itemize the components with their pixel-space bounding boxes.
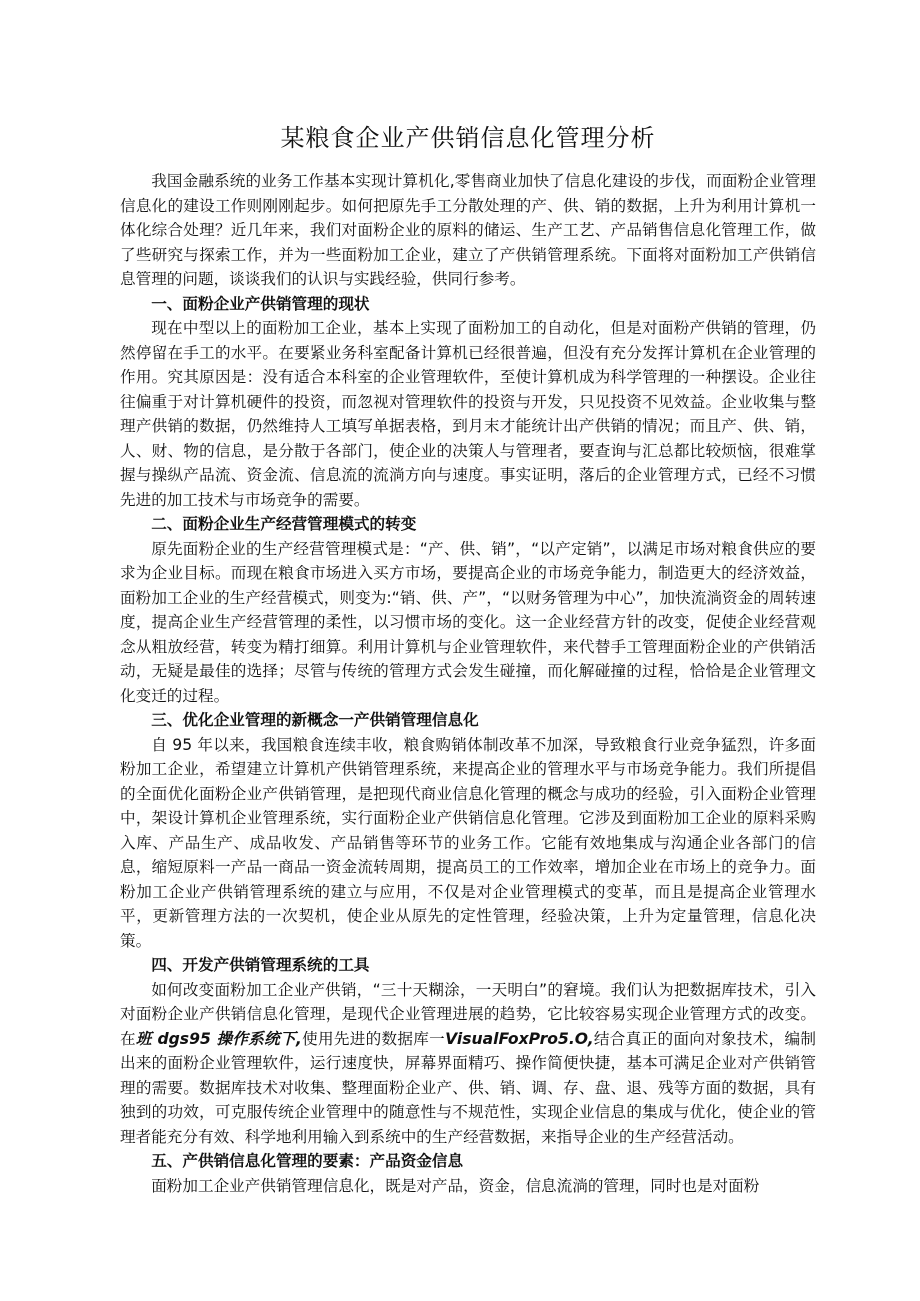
section-2-heading: 二、面粉企业生产经营管理模式的转变 (151, 515, 417, 533)
section-1-paragraph: 现在中型以上的面粉加工企业，基本上实现了面粉加工的自动化，但是对面粉产供销的管理，仍然停留在手工的水平。在要紧业务科室配备计算机已经很普遍，但没有充分发挥计算机在企业管理的作用。究其原因是：没有适合本科室的企业管理软件，至使计算机成为科学管理的一种摆设。企业往往偏重于对计算机硬件的投资，而忽视对管理软件的投资与开发，只见投资不见效益。企业收集与整理产供销的数据，仍然维持人工填写单据表格，到月末才能统计出产供销的情况；而且产、供、销，人、财、物的信息，是分散于各部门，使企业的决策人与管理者，要查询与汇总都比较烦恼，很难掌握与操纵产品流、资金流、信息流的流淌方向与速度。事实证明，落后的企业管理方式，已经不习惯先进的加工技术与市场竞争的需要。 (120, 319, 816, 509)
document-title: 某粮食企业产供销信息化管理分析 (280, 124, 656, 152)
section-4-paragraph (120, 978, 816, 1150)
section-3-paragraph: 自 95 年以来，我国粮食连续丰收，粮食购销体制改革不加深，导致粮食行业竞争猛烈，许多面粉加工企业，希望建立计算机产供销管理系统，来提高企业的管理水平与市场竞争能力。我们所提倡的全面优化面粉企业产供销管理，是把现代商业信息化管理的概念与成功的经验，引入面粉企业管理中，架设计算机企业管理系统，实行面粉企业产供销信息化管理。它涉及到面粉加工企业的原料采购入库、产品生产、成品收发、产品销售等环节的业务工作。它能有效地集成与沟通企业各部门的信息，缩短原料一产品一商品一资金流转周期，提高员工的工作效率，增加企业在市场上的竞争力。面粉加工企业产供销管理系统的建立与应用，不仅是对企业管理模式的变革，而且是提高企业管理水平，更新管理方法的一次契机，使企业从原先的定性管理，经验决策，上升为定量管理，信息化决策。 (120, 735, 816, 950)
section-1-heading: 一、面粉企业产供销管理的现状 (151, 294, 370, 313)
section-4-text-c: 结合真正的面向对象技术，编制出来的面粉企业管理软件，运行速度快，屏幕界面精巧、操作简便快捷，基本可满足企业对产供销管理的需要。数据库技术对收集、整理面粉企业产、供、销、调、存、盘、退、残等方面的数据，具有独到的功效，可克服传统企业管理中的随意性与不规范性，实现企业信息的集成与优化，使企业的管理者能充分有效、科学地利用输入到系统中的生产经营数据，来指导企业的生产经营活动。 (120, 1029, 816, 1146)
os-name-emphasis: 班 dgs95 操作系统下, (135, 1029, 302, 1048)
section-4-text-b: 使用先进的数据库一 (301, 1029, 446, 1048)
section-4-heading: 四、开发产供销管理系统的工具 (151, 956, 370, 974)
section-5-paragraph: 面粉加工企业产供销管理信息化，既是对产品，资金，信息流淌的管理，同时也是对面粉 (151, 1176, 760, 1195)
section-3-heading: 三、优化企业管理的新概念一产供销管理信息化 (151, 711, 479, 729)
document-page (120, 118, 816, 1198)
section-2-paragraph: 原先面粉企业的生产经营管理模式是：“产、供、销”，“以产定销”，以满足市场对粮食供应的要求为企业目标。而现在粮食市场进入买方市场，要提高企业的市场竞争能力，制造更大的经济效益，面粉加工企业的生产经营模式，则变为:“销、供、产”，“以财务管理为中心”，加快流淌资金的周转速度，提高企业生产经营管理的柔性，以习惯市场的变化。这一企业经营方针的改变，促使企业经营观念从粗放经营，转变为精打细算。利用计算机与企业管理软件，来代替手工管理面粉企业的产供销活动，无疑是最佳的选择；尽管与传统的管理方式会发生碰撞，而化解碰撞的过程，恰恰是企业管理文化变迁的过程。 (120, 539, 816, 705)
section-5-heading: 五、产供销信息化管理的要素：产品资金信息 (151, 1152, 464, 1170)
section-4-text-a: 如何改变面粉加工企业产供销，“三十天糊涂，一天明白”的窘境。我们认为把数据库技术，引入对面粉企业产供销信息化管理，是现代企业管理进展的趋势，它比较容易实现企业管理方式的改变。在 (120, 980, 816, 1048)
intro-paragraph: 我国金融系统的业务工作基本实现计算机化,零售商业加快了信息化建设的步伐，而面粉企业管理信息化的建设工作则刚刚起步。如何把原先手工分散处理的产、供、销的数据，上升为利用计算机一体化综合处理？近几年来，我们对面粉企业的原料的储运、生产工艺、产品销售信息化管理工作，做了些研究与探索工作，并为一些面粉加工企业，建立了产供销管理系统。下面将对面粉加工产供销信息管理的问题，谈谈我们的认识与实践经验，供同行参考。 (120, 172, 816, 288)
database-name-emphasis: VisualFoxPro5.O, (445, 1029, 594, 1048)
